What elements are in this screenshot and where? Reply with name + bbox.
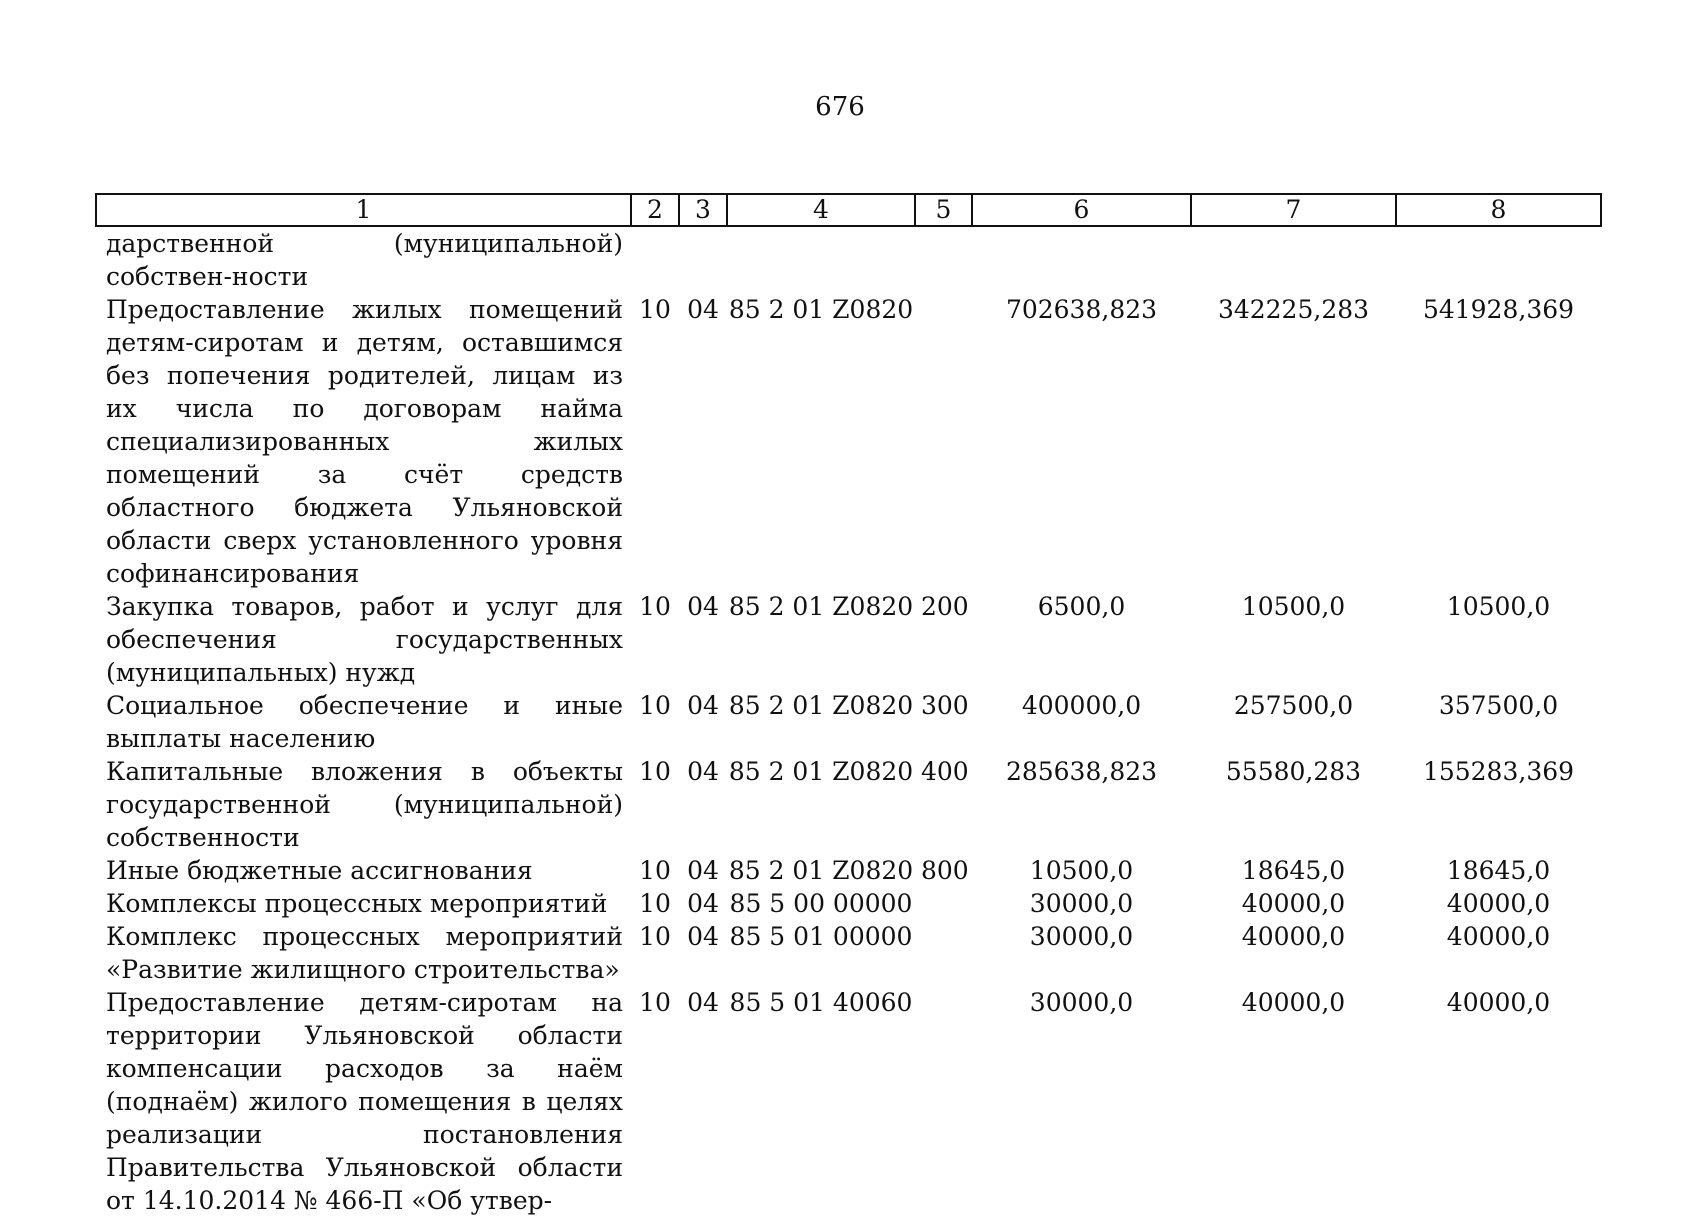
row-name: Предоставление детям-сиротам на территории Ульяновской области компенсации расходов за наём (поднаём) жилого помещения в целях реализации постановления Правительства Ульяновской области от 14.10.2014 № 466-П «Об утвер- xyxy=(106,988,623,1215)
cell-target-item xyxy=(727,226,915,293)
cell-target-item: 85 2 01 Z0820 xyxy=(728,691,914,720)
cell-subsection: 04 xyxy=(687,295,719,324)
table-row xyxy=(96,854,1601,887)
cell-amount-8: 541928,369 xyxy=(1422,295,1575,324)
column-header-7: 7 xyxy=(1191,194,1396,226)
row-name: Закупка товаров, работ и услуг для обеспечения государственных (муниципальных) нужд xyxy=(106,592,623,687)
cell-section: 10 xyxy=(639,889,671,918)
cell-amount-7: 18645,0 xyxy=(1241,856,1346,885)
row-name: Комплексы процессных мероприятий xyxy=(106,889,608,918)
column-header-8: 8 xyxy=(1396,194,1601,226)
cell-section xyxy=(631,226,679,293)
cell-expense-type: 800 xyxy=(921,856,969,885)
table-row xyxy=(96,226,1601,293)
cell-subsection: 04 xyxy=(687,592,719,621)
cell-section: 10 xyxy=(639,691,671,720)
row-name: Иные бюджетные ассигнования xyxy=(106,856,533,885)
table-row xyxy=(96,293,1601,590)
page-number: 676 xyxy=(815,92,865,122)
cell-amount-6: 10500,0 xyxy=(1029,856,1134,885)
cell-subsection xyxy=(679,226,727,293)
cell-target-item: 85 2 01 Z0820 xyxy=(728,856,914,885)
column-header-3: 3 xyxy=(679,194,727,226)
cell-subsection: 04 xyxy=(687,856,719,885)
cell-amount-8: 10500,0 xyxy=(1446,592,1551,621)
row-name: дарственной (муниципальной) собствен-ности xyxy=(106,229,623,291)
budget-table xyxy=(95,193,1602,1217)
cell-amount-6: 702638,823 xyxy=(1005,295,1158,324)
cell-target-item: 85 5 00 00000 xyxy=(729,889,913,918)
row-name: Комплекс процессных мероприятий «Развитие жилищного строительства» xyxy=(106,922,623,984)
cell-amount-8 xyxy=(1396,226,1601,293)
cell-amount-7: 257500,0 xyxy=(1233,691,1354,720)
cell-amount-6: 30000,0 xyxy=(1029,889,1134,918)
cell-subsection: 04 xyxy=(687,889,719,918)
header-row xyxy=(96,194,1601,226)
cell-amount-6: 400000,0 xyxy=(1021,691,1142,720)
cell-amount-7: 10500,0 xyxy=(1241,592,1346,621)
cell-amount-8: 155283,369 xyxy=(1422,757,1575,786)
table-row xyxy=(96,590,1601,689)
cell-expense-type: 400 xyxy=(921,757,969,786)
column-header-2: 2 xyxy=(631,194,679,226)
cell-target-item: 85 5 01 40060 xyxy=(729,988,913,1017)
cell-target-item: 85 2 01 Z0820 xyxy=(728,757,914,786)
cell-target-item: 85 2 01 Z0820 xyxy=(728,295,914,324)
cell-amount-6: 6500,0 xyxy=(1037,592,1126,621)
cell-amount-6 xyxy=(972,226,1191,293)
cell-amount-6: 285638,823 xyxy=(1005,757,1158,786)
cell-amount-8: 18645,0 xyxy=(1446,856,1551,885)
cell-subsection: 04 xyxy=(687,988,719,1017)
cell-section: 10 xyxy=(639,592,671,621)
cell-amount-6: 30000,0 xyxy=(1029,922,1134,951)
cell-expense-type xyxy=(915,887,972,920)
cell-expense-type xyxy=(915,986,972,1217)
cell-expense-type xyxy=(915,226,972,293)
cell-expense-type xyxy=(915,293,972,590)
cell-amount-7: 40000,0 xyxy=(1241,889,1346,918)
cell-amount-7: 55580,283 xyxy=(1225,757,1362,786)
cell-section: 10 xyxy=(639,295,671,324)
column-header-1: 1 xyxy=(96,194,631,226)
cell-amount-8: 40000,0 xyxy=(1446,889,1551,918)
cell-section: 10 xyxy=(639,922,671,951)
cell-amount-7: 40000,0 xyxy=(1241,922,1346,951)
column-header-4: 4 xyxy=(727,194,915,226)
cell-amount-8: 40000,0 xyxy=(1446,988,1551,1017)
cell-target-item: 85 2 01 Z0820 xyxy=(728,592,914,621)
cell-subsection: 04 xyxy=(687,757,719,786)
cell-amount-7: 342225,283 xyxy=(1217,295,1370,324)
cell-subsection: 04 xyxy=(687,691,719,720)
cell-target-item: 85 5 01 00000 xyxy=(729,922,913,951)
cell-section: 10 xyxy=(639,988,671,1017)
row-name: Предоставление жилых помещений детям-сиротам и детям, оставшимся без попечения родителей, лицам из их числа по договорам найма специализированных жилых помещений за счёт средств областного бюджета Ульяновской области сверх установленного уровня софинансирования xyxy=(106,295,623,588)
cell-amount-7 xyxy=(1191,226,1396,293)
row-name: Капитальные вложения в объекты государственной (муниципальной) собственности xyxy=(106,757,623,852)
table-row xyxy=(96,986,1601,1217)
row-name: Социальное обеспечение и иные выплаты населению xyxy=(106,691,623,753)
column-header-5: 5 xyxy=(915,194,972,226)
cell-amount-8: 40000,0 xyxy=(1446,922,1551,951)
cell-section: 10 xyxy=(639,757,671,786)
cell-amount-7: 40000,0 xyxy=(1241,988,1346,1017)
table-row xyxy=(96,887,1601,920)
cell-expense-type xyxy=(915,920,972,986)
table-row xyxy=(96,689,1601,755)
table-row xyxy=(96,920,1601,986)
cell-expense-type: 200 xyxy=(921,592,969,621)
column-header-6: 6 xyxy=(972,194,1191,226)
cell-subsection: 04 xyxy=(687,922,719,951)
cell-expense-type: 300 xyxy=(921,691,969,720)
cell-section: 10 xyxy=(639,856,671,885)
cell-amount-8: 357500,0 xyxy=(1438,691,1559,720)
table-row xyxy=(96,755,1601,854)
cell-amount-6: 30000,0 xyxy=(1029,988,1134,1017)
